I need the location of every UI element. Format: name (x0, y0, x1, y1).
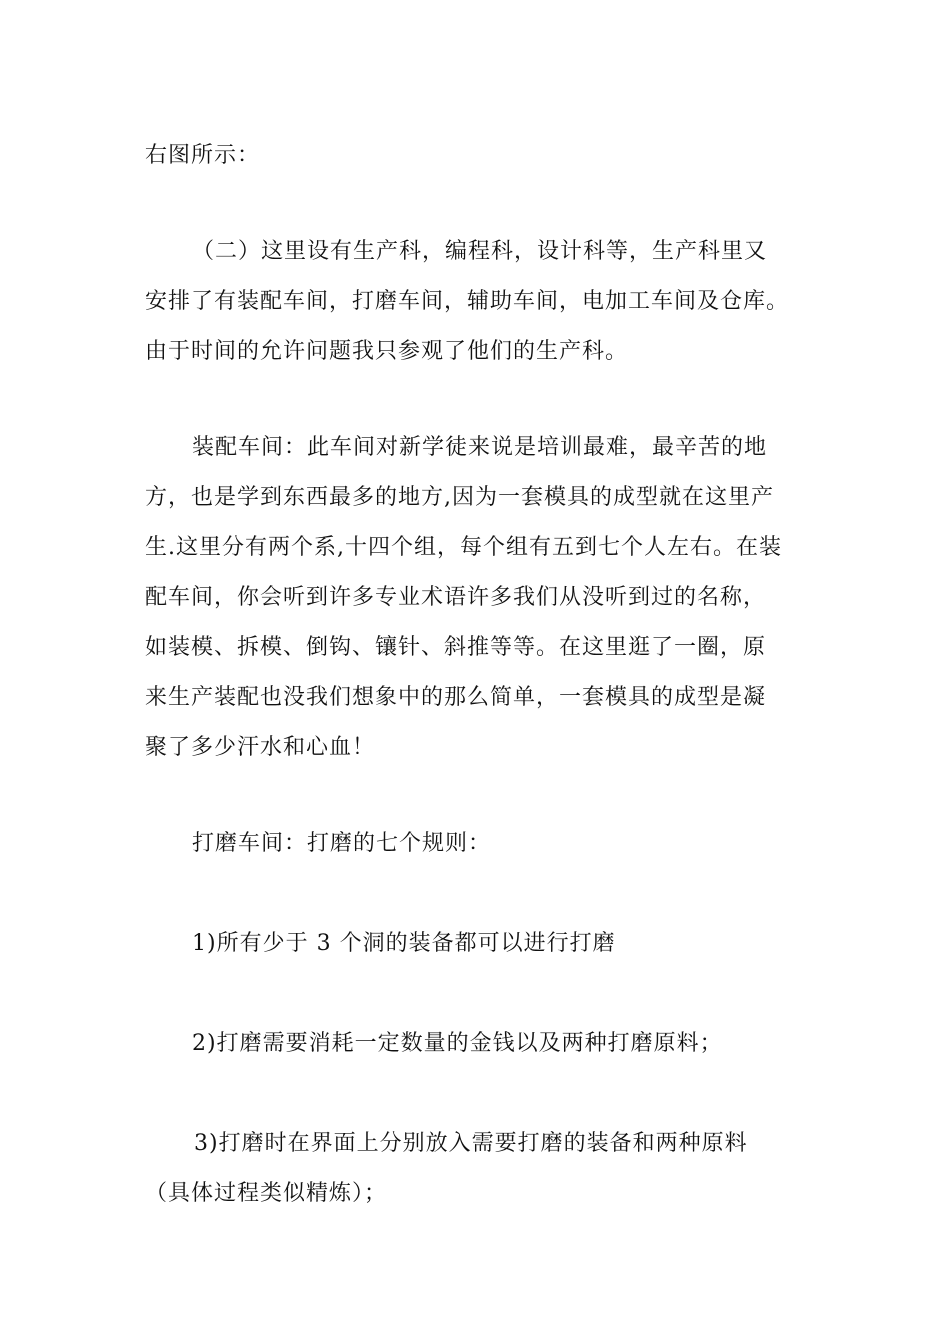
paragraph-3-line-2: 方，也是学到东西最多的地方,因为一套模具的成型就在这里产 (145, 485, 774, 510)
text-line: 右图所示： (145, 143, 261, 168)
paragraph-2-line-2: 安排了有装配车间，打磨车间，辅助车间，电加工车间及仓库。 (145, 289, 790, 314)
rule-2: 2)打磨需要消耗一定数量的金钱以及两种打磨原料； (192, 1031, 723, 1056)
section-heading: 打磨车间：打磨的七个规则： (192, 831, 492, 856)
paragraph-3-line-4: 配车间，你会听到许多专业术语许多我们从没听到过的名称， (145, 585, 767, 610)
rule-3-line-1: 3)打磨时在界面上分别放入需要打磨的装备和两种原料 (194, 1131, 748, 1156)
paragraph-3-line-3: 生.这里分有两个系,十四个组，每个组有五到七个人左右。在装 (145, 535, 782, 560)
paragraph-2-line-3: 由于时间的允许问题我只参观了他们的生产科。 (145, 339, 629, 364)
rule-3-line-2: （具体过程类似精炼）； (145, 1181, 388, 1206)
paragraph-3-line-6: 来生产装配也没我们想象中的那么简单，一套模具的成型是凝 (145, 685, 767, 710)
paragraph-3-line-7: 聚了多少汗水和心血！ (145, 735, 376, 760)
paragraph-3-line-1: 装配车间：此车间对新学徒来说是培训最难，最辛苦的地 (192, 435, 768, 460)
paragraph-3-line-5: 如装模、拆模、倒钩、镶针、斜推等等。在这里逛了一圈，原 (145, 635, 767, 660)
paragraph-2-line-1: （二）这里设有生产科，编程科，设计科等，生产科里又 (192, 239, 768, 264)
rule-1: 1)所有少于 3 个洞的装备都可以进行打磨 (192, 931, 616, 956)
